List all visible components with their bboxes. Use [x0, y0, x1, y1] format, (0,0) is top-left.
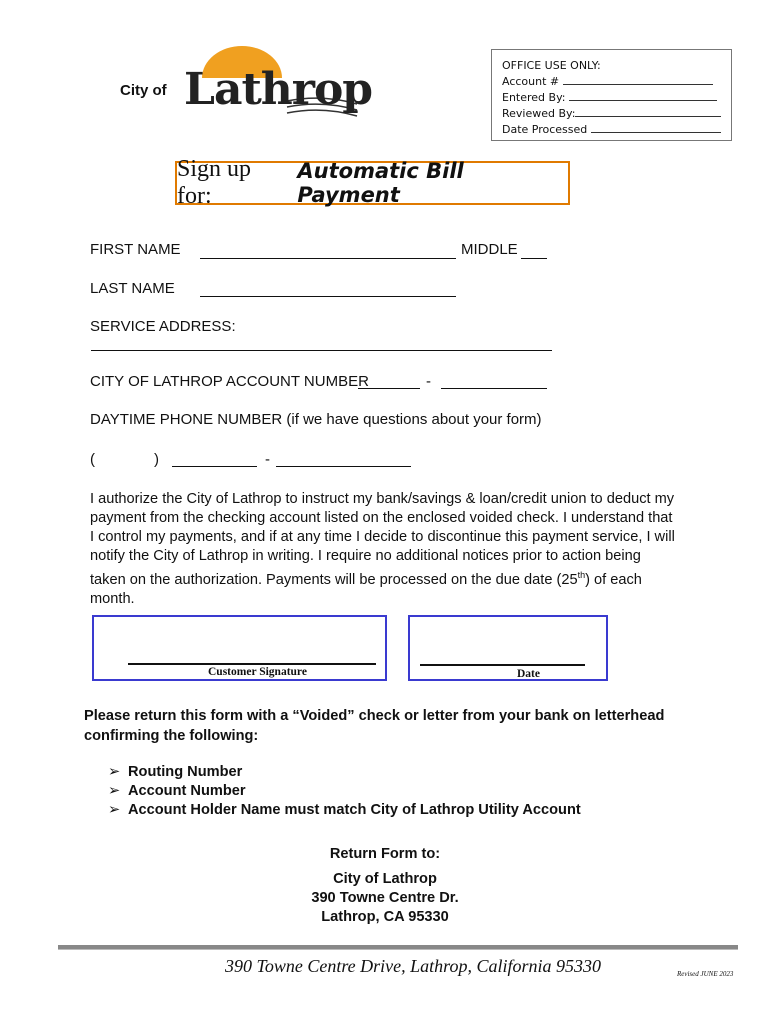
- office-account-line: Account #: [502, 74, 721, 90]
- account-number-field-1[interactable]: [358, 388, 420, 389]
- logo-prefix: City of: [120, 82, 167, 99]
- footer-address: 390 Towne Centre Drive, Lathrop, California 95330: [225, 956, 602, 976]
- date-label: Date: [517, 668, 540, 680]
- date-box[interactable]: [408, 615, 608, 681]
- arrow-bullet-icon: ➢: [108, 764, 121, 780]
- last-name-label: LAST NAME: [90, 280, 175, 297]
- form-title: [175, 156, 570, 209]
- office-date-line: Date Processed: [502, 122, 721, 138]
- customer-signature-line: [128, 663, 376, 665]
- customer-signature-label: Customer Signature: [208, 666, 307, 678]
- arrow-bullet-icon: ➢: [108, 783, 121, 799]
- return-line-3: Lathrop, CA 95330: [321, 909, 449, 925]
- first-name-field[interactable]: [200, 258, 456, 259]
- title-lead: Sign up for:: [177, 156, 252, 209]
- phone-open-paren: (: [90, 451, 95, 468]
- customer-signature-box[interactable]: [92, 615, 387, 681]
- middle-label: MIDDLE: [461, 241, 518, 258]
- first-name-label: FIRST NAME: [90, 241, 181, 258]
- service-address-field[interactable]: [91, 350, 552, 351]
- date-line: [420, 664, 585, 666]
- phone-dash: -: [265, 451, 270, 468]
- service-address-label: SERVICE ADDRESS:: [90, 318, 236, 335]
- title-main: Automatic Bill Payment: [297, 159, 464, 207]
- account-number-field-2[interactable]: [441, 388, 547, 389]
- return-line-2: 390 Towne Centre Dr.: [311, 890, 459, 906]
- phone-line-field[interactable]: [276, 466, 411, 467]
- return-instructions: Please return this form with a “Voided” check or letter from your bank on letterhead confirming the following:: [84, 708, 665, 744]
- list-item: ➢ Account Holder Name must match City of Lathrop Utility Account: [108, 802, 581, 818]
- account-number-label: CITY OF LATHROP ACCOUNT NUMBER: [90, 373, 369, 390]
- account-dash: -: [426, 373, 431, 390]
- office-use-box: [491, 49, 732, 141]
- city-logo: [112, 46, 373, 126]
- phone-label: DAYTIME PHONE NUMBER (if we have questions about your form): [90, 411, 542, 428]
- logo-name: Lathrop: [184, 64, 373, 115]
- office-entered-line: Entered By:: [502, 90, 721, 106]
- revision-note: Revised JUNE 2023: [677, 970, 734, 978]
- phone-prefix-field[interactable]: [172, 466, 257, 467]
- middle-field[interactable]: [521, 258, 547, 259]
- return-heading: Return Form to:: [329, 846, 441, 862]
- authorization-text: I authorize the City of Lathrop to instruct my bank/savings & loan/credit union to deduct my payment from the checking account listed on the enclosed voided check. I understand that I control my payments, and if at any time I decide to discontinue this payment service, I will notify the City of Lathrop in writing. I require no additional notices prior to action being taken on the authorization. Payments will be processed on the due date (25th) of each month.: [90, 491, 675, 607]
- return-line-1: City of Lathrop: [333, 871, 437, 887]
- list-item: ➢ Routing Number: [108, 764, 243, 780]
- list-item: ➢ Account Number: [108, 783, 246, 799]
- office-reviewed-line: Reviewed By:: [502, 106, 721, 122]
- office-use-heading: OFFICE USE ONLY:: [502, 59, 601, 72]
- last-name-field[interactable]: [200, 296, 456, 297]
- arrow-bullet-icon: ➢: [108, 802, 121, 818]
- phone-close-paren: ): [154, 451, 159, 468]
- footer-divider: [58, 945, 738, 950]
